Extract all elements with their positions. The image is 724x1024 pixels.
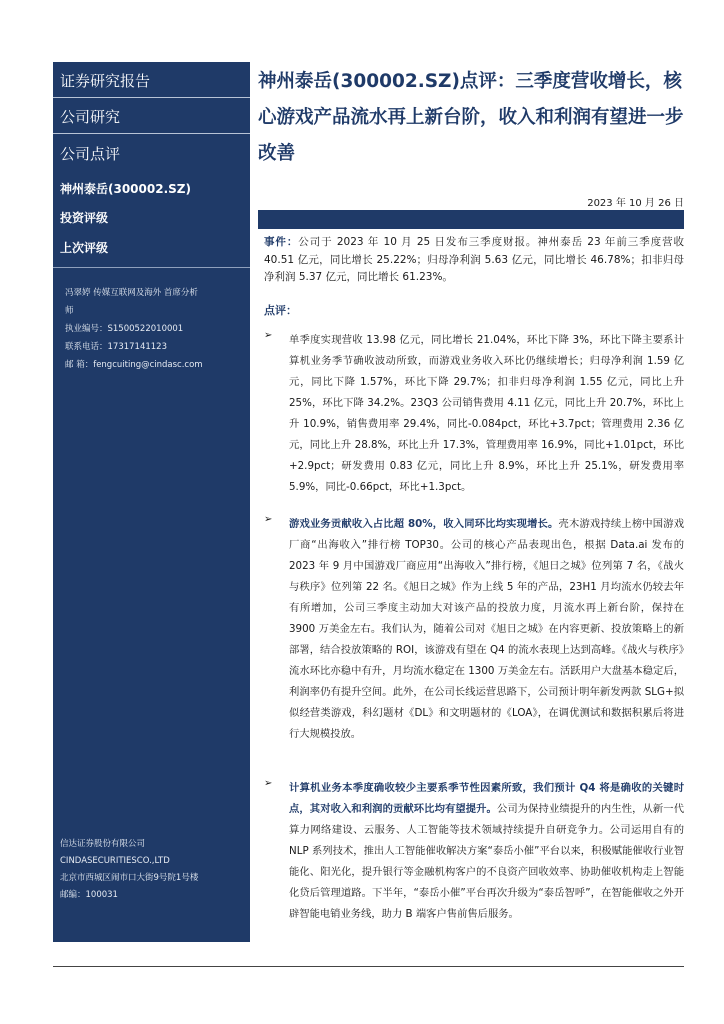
bullet-item [264, 330, 684, 498]
arrow-bullet-icon: ➢ [264, 778, 273, 789]
previous-rating-label: 上次评级 [60, 241, 109, 255]
event-paragraph [264, 234, 684, 287]
bullet-body: 壳木游戏持续上榜中国游戏厂商“出海收入”排行榜 TOP30。公司的核心产品表现出色，根据 Data.ai 发布的 2023 年 9 月中国游戏厂商应用“出海收入”排行榜，《旭日之城》位列第 7 名，《战火与秩序》位列第 22 名。《旭日之城》作为上线 5 年的产品，23H1 月均流水仍较去年有所增加，公司三季度主动加大对该产品的投放力度，月流水再上新台阶，保持在 3900 万美金左右。我们认为，随着公司对《旭日之城》在内容更新、投放策略上的新部署，结合投放策略的 ROI，该游戏有望在 Q4 的流水表现上达到高峰。《战火与秩序》流水环比亦稳中有升，月均流水稳定在 1300 万美金左右。活跃用户大盘基本稳定后，利润率仍有提升空间。此外，在公司长线运营思路下，公司预计明年新发两款 SLG+拟似经营类游戏，科幻题材《DL》和文明题材的《LOA》，在调优测试和数据积累后将进行大规模投放。 [289, 518, 685, 740]
firm-info [60, 836, 198, 904]
analyst-license: 执业编号：S1500522010001 [65, 324, 184, 334]
event-text: 公司于 2023 年 10 月 25 日发布三季度财报。神州泰岳 23 年前三季度营收 40.51 亿元，同比增长 25.22%；归母净利润 5.63 亿元，同比增长 46.78%；扣非归母净利润 5.37 亿元，同比增长 61.23%。 [264, 236, 685, 283]
date-bar [258, 210, 684, 229]
analyst-info [65, 284, 247, 374]
report-subtype-label: 公司点评 [60, 145, 121, 163]
bullet-body: 公司为保持业绩提升的内生性，从新一代算力网络建设、云服务、人工智能等技术领域持续提升自研竞争力。公司运用自有的 NLP 系列技术，推出人工智能催收解决方案“泰岳小催”平台以来，积极赋能催收行业智能化、阳光化，提升银行等金融机构客户的不良资产回收效率、协助催收机构走上智能化贷后管理道路。下半年，“泰岳小催”平台再次升级为“泰岳智呼”，在智能催收之外开辟智能电销业务线，助力 B 端客户售前售后服务。 [289, 803, 685, 920]
firm-address: 北京市西城区闹市口大街9号院1号楼 [60, 873, 199, 883]
bullet-text [289, 330, 684, 498]
firm-name-cn: 信达证券股份有限公司 [60, 839, 146, 849]
bullet-highlight: 计算机业务本季度确收较少主要系季节性因素所致，我们预计 Q4 将是确收的关键时点，其对收入和利润的贡献环比均有望提升。 [289, 782, 684, 815]
footer-divider [53, 966, 684, 967]
arrow-bullet-icon: ➢ [264, 330, 273, 341]
bullet-body: 单季度实现营收 13.98 亿元，同比增长 21.04%，环比下降 3%，环比下降主要系计算机业务季节确收波动所致，而游戏业务收入环比仍继续增长；归母净利润 1.59 亿元，同比下降 1.57%，环比下降 29.7%；扣非归母净利润 1.55 亿元，同比上升 25%，环比下降 34.2%。23Q3 公司销售费用 4.11 亿元，同比上升 20.7%，环比上升 10.9%，销售费用率 29.4%，同比-0.084pct，环比+3.7pct；管理费用 2.36 亿元，同比上升 28.8%，环比上升 17.3%，管理费用率 16.9%，同比+1.01pct，环比+2.9pct；研发费用 0.83 亿元，同比上升 8.9%，环比上升 25.1%，研发费用率 5.9%，同比-0.66pct，环比+1.3pct。 [289, 334, 684, 493]
arrow-bullet-icon: ➢ [264, 514, 273, 525]
review-label: 点评： [264, 304, 297, 317]
sidebar-divider [53, 267, 250, 268]
analyst-name-title: 冯翠婷 传媒互联网及海外 首席分析 [65, 288, 198, 298]
sidebar [53, 62, 250, 942]
bullet-item [264, 514, 684, 745]
bullet-highlight: 游戏业务贡献收入占比超 80%，收入同环比均实现增长。 [289, 518, 559, 530]
analyst-name-title-cont: 师 [65, 306, 74, 316]
firm-postcode: 邮编：100031 [60, 890, 118, 900]
bullet-text [289, 514, 684, 745]
analyst-email: 邮 箱：fengcuiting@cindasc.com [65, 360, 203, 370]
analyst-phone: 联系电话：17317141123 [65, 342, 167, 352]
research-category-label: 公司研究 [53, 100, 250, 134]
report-date: 2023 年 10 月 26 日 [587, 198, 684, 209]
company-ticker: 神州泰岳(300002.SZ) [60, 182, 191, 196]
event-label: 事件： [264, 236, 299, 248]
rating-label: 投资评级 [60, 211, 109, 225]
report-type-label: 证券研究报告 [53, 64, 250, 98]
firm-name-en: CINDASECURITIESCO.,LTD [60, 856, 170, 866]
report-title: 神州泰岳(300002.SZ)点评：三季度营收增长，核心游戏产品流水再上新台阶，收入和利润有望进一步改善 [258, 71, 684, 164]
bullet-item [264, 778, 684, 925]
bullet-text [289, 778, 684, 925]
